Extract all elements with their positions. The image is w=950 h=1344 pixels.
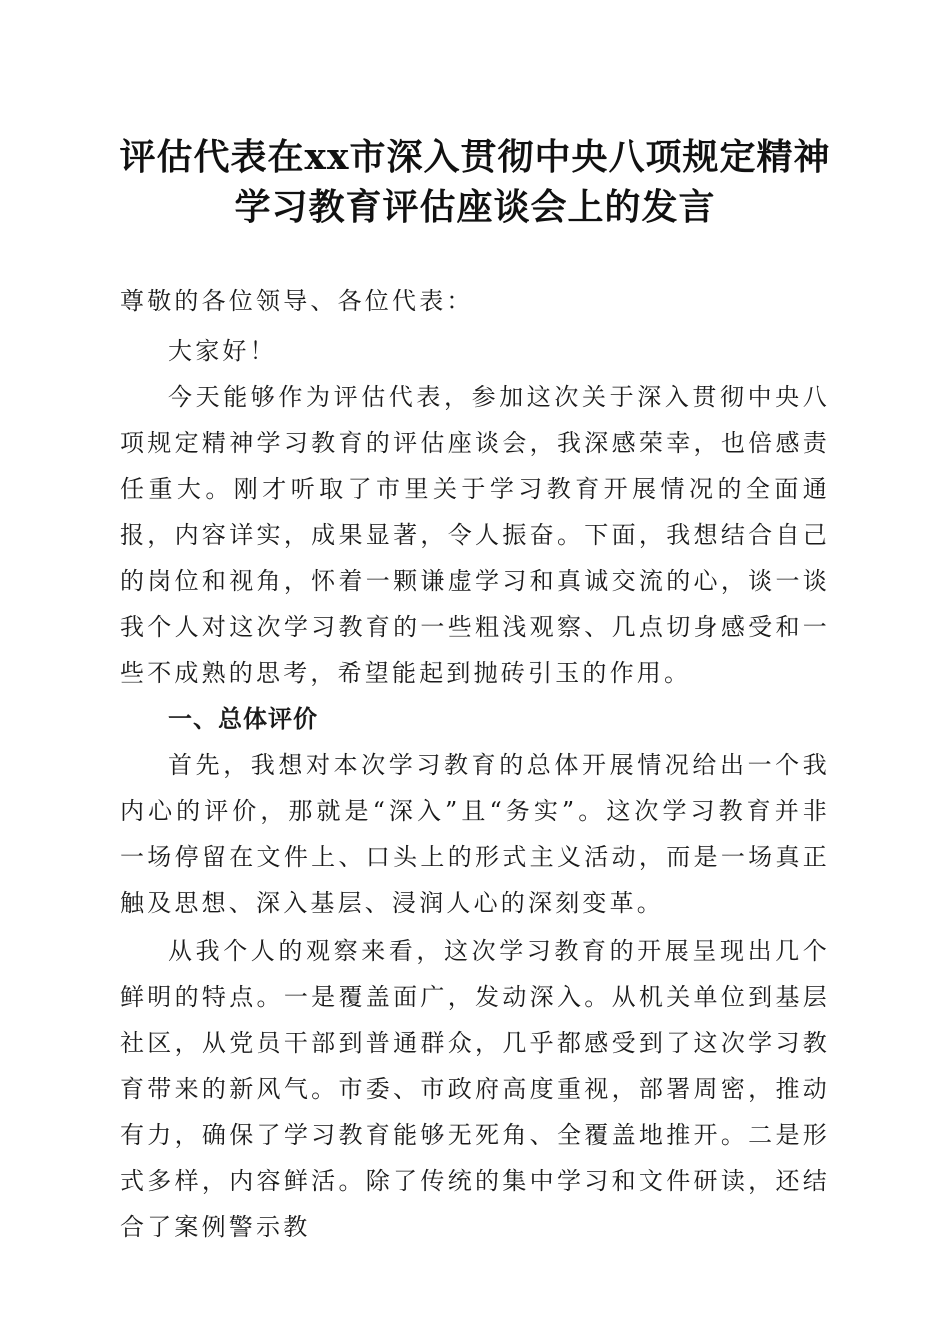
section-heading: 一、总体评价 <box>168 705 318 733</box>
section-paragraph-2: 从我个人的观察来看，这次学习教育的开展呈现出几个鲜明的特点。一是覆盖面广，发动深入。从机关单位到基层社区，从党员干部到普通群众，几乎都感受到了这次学习教育带来的新风气。市委、市政府高度重视，部署周密，推动有力，确保了学习教育能够无死角、全覆盖地推开。二是形式多样，内容鲜活。除了传统的集中学习和文件研读，还结合了案例警示教 <box>120 937 830 1241</box>
document-body <box>120 278 830 1250</box>
title-line-1: 评估代表在xx市深入贯彻中央八项规定精神 <box>119 136 831 178</box>
document-title <box>100 132 850 232</box>
greeting: 大家好！ <box>168 337 277 365</box>
intro-paragraph: 今天能够作为评估代表，参加这次关于深入贯彻中央八项规定精神学习教育的评估座谈会，我深感荣幸，也倍感责任重大。刚才听取了市里关于学习教育开展情况的全面通报，内容详实，成果显著，令人振奋。下面，我想结合自己的岗位和视角，怀着一颗谦虚学习和真诚交流的心，谈一谈我个人对这次学习教育的一些粗浅观察、几点切身感受和一些不成熟的思考，希望能起到抛砖引玉的作用。 <box>120 383 830 687</box>
title-line-2: 学习教育评估座谈会上的发言 <box>234 186 716 228</box>
salutation: 尊敬的各位领导、各位代表： <box>120 287 474 315</box>
section-paragraph-1: 首先，我想对本次学习教育的总体开展情况给出一个我内心的评价，那就是“深入”且“务实”。这次学习教育并非一场停留在文件上、口头上的形式主义活动，而是一场真正触及思想、深入基层、浸润人心的深刻变革。 <box>120 751 830 917</box>
